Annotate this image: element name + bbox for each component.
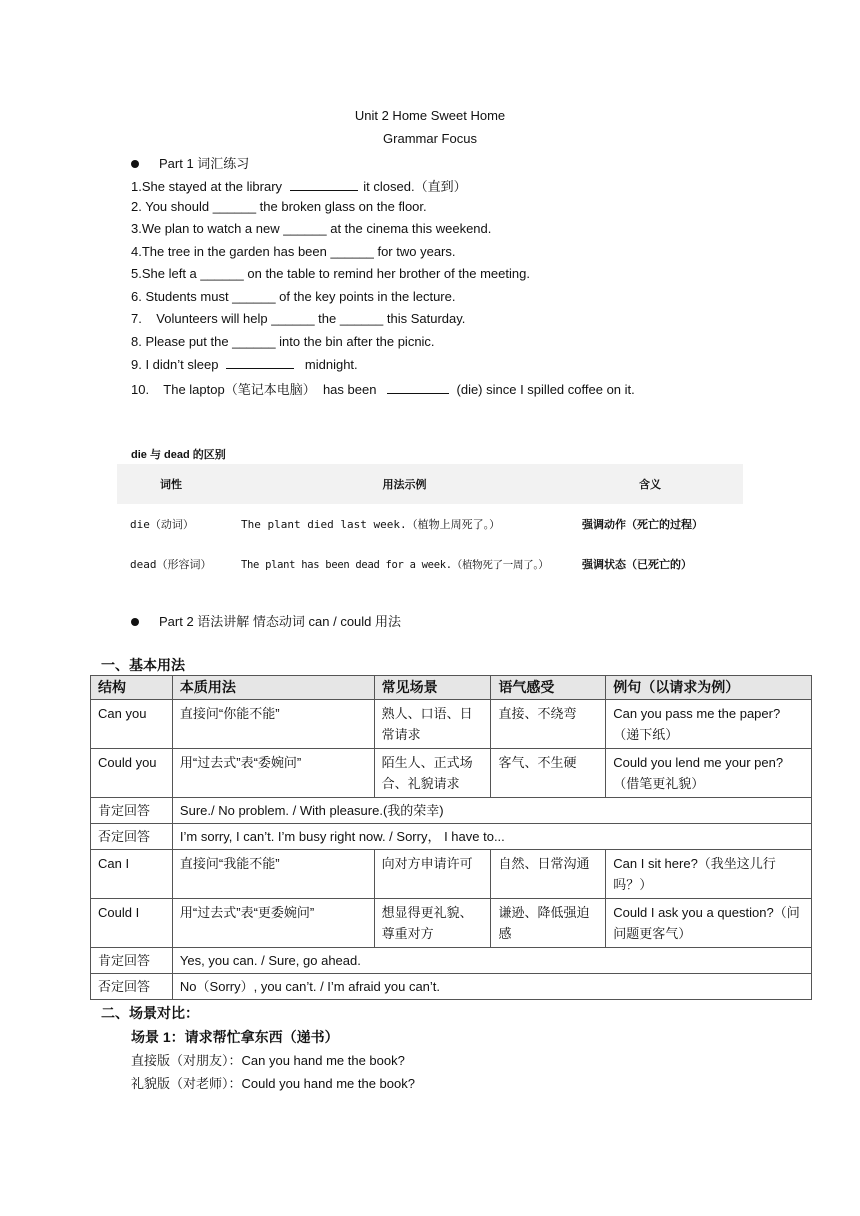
table-row (91, 700, 812, 749)
table-cell: Could I (91, 899, 173, 948)
exercise-item-2: 2. You should ______ the broken glass on the floor. (131, 199, 427, 214)
exercise-item-1: 1.She stayed at the library it closed.（直到） (131, 179, 467, 194)
table-cell: I’m sorry, I can’t. I’m busy right now. / Sorry， I have to... (172, 824, 811, 850)
page-subtitle: Grammar Focus (383, 131, 477, 146)
table-cell: die（动词） (130, 518, 194, 531)
table-cell: 陌生人、正式场合、礼貌请求 (374, 749, 491, 798)
exercise-item-10: 10. The laptop（笔记本电脑） has been (die) since I spilled coffee on it. (131, 382, 635, 397)
table-cell: No（Sorry）, you can’t. / I’m afraid you can’t. (172, 974, 811, 1000)
table-cell: The plant died last week.（植物上周死了。） (241, 518, 501, 531)
exercise-item-7: 7. Volunteers will help ______ the ______ this Saturday. (131, 311, 466, 326)
table-cell: dead（形容词） (130, 558, 212, 571)
table-cell: 自然、日常沟通 (491, 850, 606, 899)
table-cell: The plant has been dead for a week.（植物死了一周了。） (241, 558, 549, 571)
answer-blank[interactable] (290, 178, 358, 191)
row-label: 肯定回答 (91, 798, 173, 824)
table-header-row (117, 464, 743, 504)
direct-label: 直接版（对朋友）： (131, 1053, 242, 1068)
table-cell: 向对方申请许可 (374, 850, 491, 899)
table-row (91, 899, 812, 948)
part2-heading: Part 2 语法讲解 情态动词 can / could 用法 (131, 611, 401, 630)
column-header: 用法示例 (227, 464, 582, 504)
table-row (91, 850, 812, 899)
exercise-item-9: 9. I didn’t sleep midnight. (131, 357, 358, 372)
exercise-item-5: 5.She left a ______ on the table to remind her brother of the meeting. (131, 266, 530, 281)
table-cell: Could you lend me your pen?（借笔更礼貌） (606, 749, 812, 798)
column-header: 语气感受 (491, 676, 606, 700)
section1-heading: 一、基本用法 (101, 657, 185, 673)
row-label: 否定回答 (91, 824, 173, 850)
table-row (117, 504, 743, 544)
table-row (91, 974, 812, 1000)
table-cell: Can I (91, 850, 173, 899)
bullet-icon (131, 618, 139, 626)
table-cell: 直接问“你能不能” (172, 700, 374, 749)
table-cell: 直接、不绕弯 (491, 700, 606, 749)
table-cell: Can I sit here?（我坐这儿行吗？） (606, 850, 812, 899)
column-header: 常见场景 (374, 676, 491, 700)
exercise-item-6: 6. Students must ______ of the key points in the lecture. (131, 289, 456, 304)
table-cell: 直接问“我能不能” (172, 850, 374, 899)
scene1-direct-line (131, 1050, 405, 1069)
exercise-item-3: 3.We plan to watch a new ______ at the cinema this weekend. (131, 221, 492, 236)
table-cell: 想显得更礼貌、尊重对方 (374, 899, 491, 948)
answer-blank[interactable] (226, 356, 294, 369)
table-cell: Sure./ No problem. / With pleasure.(我的荣幸) (172, 798, 811, 824)
row-label: 否定回答 (91, 974, 173, 1000)
section2-heading: 二、场景对比： (101, 1005, 199, 1021)
die-dead-caption: die 与 dead 的区别 (131, 449, 226, 461)
table-cell: Could you (91, 749, 173, 798)
polite-label: 礼貌版（对老师）： (131, 1076, 242, 1091)
table-row (91, 824, 812, 850)
direct-sentence: Can you hand me the book? (241, 1053, 405, 1068)
table-row (91, 948, 812, 974)
table-cell: Yes, you can. / Sure, go ahead. (172, 948, 811, 974)
table-cell: 强调状态（已死亡的） (582, 559, 692, 571)
row-label: 肯定回答 (91, 948, 173, 974)
table-cell: 客气、不生硬 (491, 749, 606, 798)
column-header: 结构 (91, 676, 173, 700)
scene1-title: 场景 1：请求帮忙拿东西（递书） (131, 1029, 339, 1045)
column-header: 例句（以请求为例） (606, 676, 812, 700)
exercise-item-8: 8. Please put the ______ into the bin after the picnic. (131, 334, 435, 349)
column-header: 本质用法 (172, 676, 374, 700)
table-row (117, 544, 743, 584)
scene1-polite-line (131, 1073, 415, 1092)
column-header: 词性 (117, 464, 227, 504)
die-dead-table (117, 464, 743, 584)
table-cell: 用“过去式”表“更委婉问” (172, 899, 374, 948)
unit-title: Unit 2 Home Sweet Home (354, 108, 506, 123)
table-header-row (91, 676, 812, 700)
modal-verb-table (90, 675, 812, 1000)
part1-heading: Part 1 词汇练习 (131, 153, 249, 172)
table-cell: Could I ask you a question?（问问题更客气） (606, 899, 812, 948)
table-cell: 谦逊、降低强迫感 (491, 899, 606, 948)
bullet-icon (131, 160, 139, 168)
table-row (91, 749, 812, 798)
table-row (91, 798, 812, 824)
table-cell: 强调动作（死亡的过程） (582, 519, 703, 531)
polite-sentence: Could you hand me the book? (241, 1076, 415, 1091)
table-cell: 用“过去式”表“委婉问” (172, 749, 374, 798)
exercise-item-4: 4.The tree in the garden has been ______ for two years. (131, 244, 456, 259)
column-header: 含义 (582, 464, 743, 504)
table-cell: Can you (91, 700, 173, 749)
answer-blank[interactable] (387, 381, 449, 394)
table-cell: Can you pass me the paper?（递下纸） (606, 700, 812, 749)
table-cell: 熟人、口语、日常请求 (374, 700, 491, 749)
